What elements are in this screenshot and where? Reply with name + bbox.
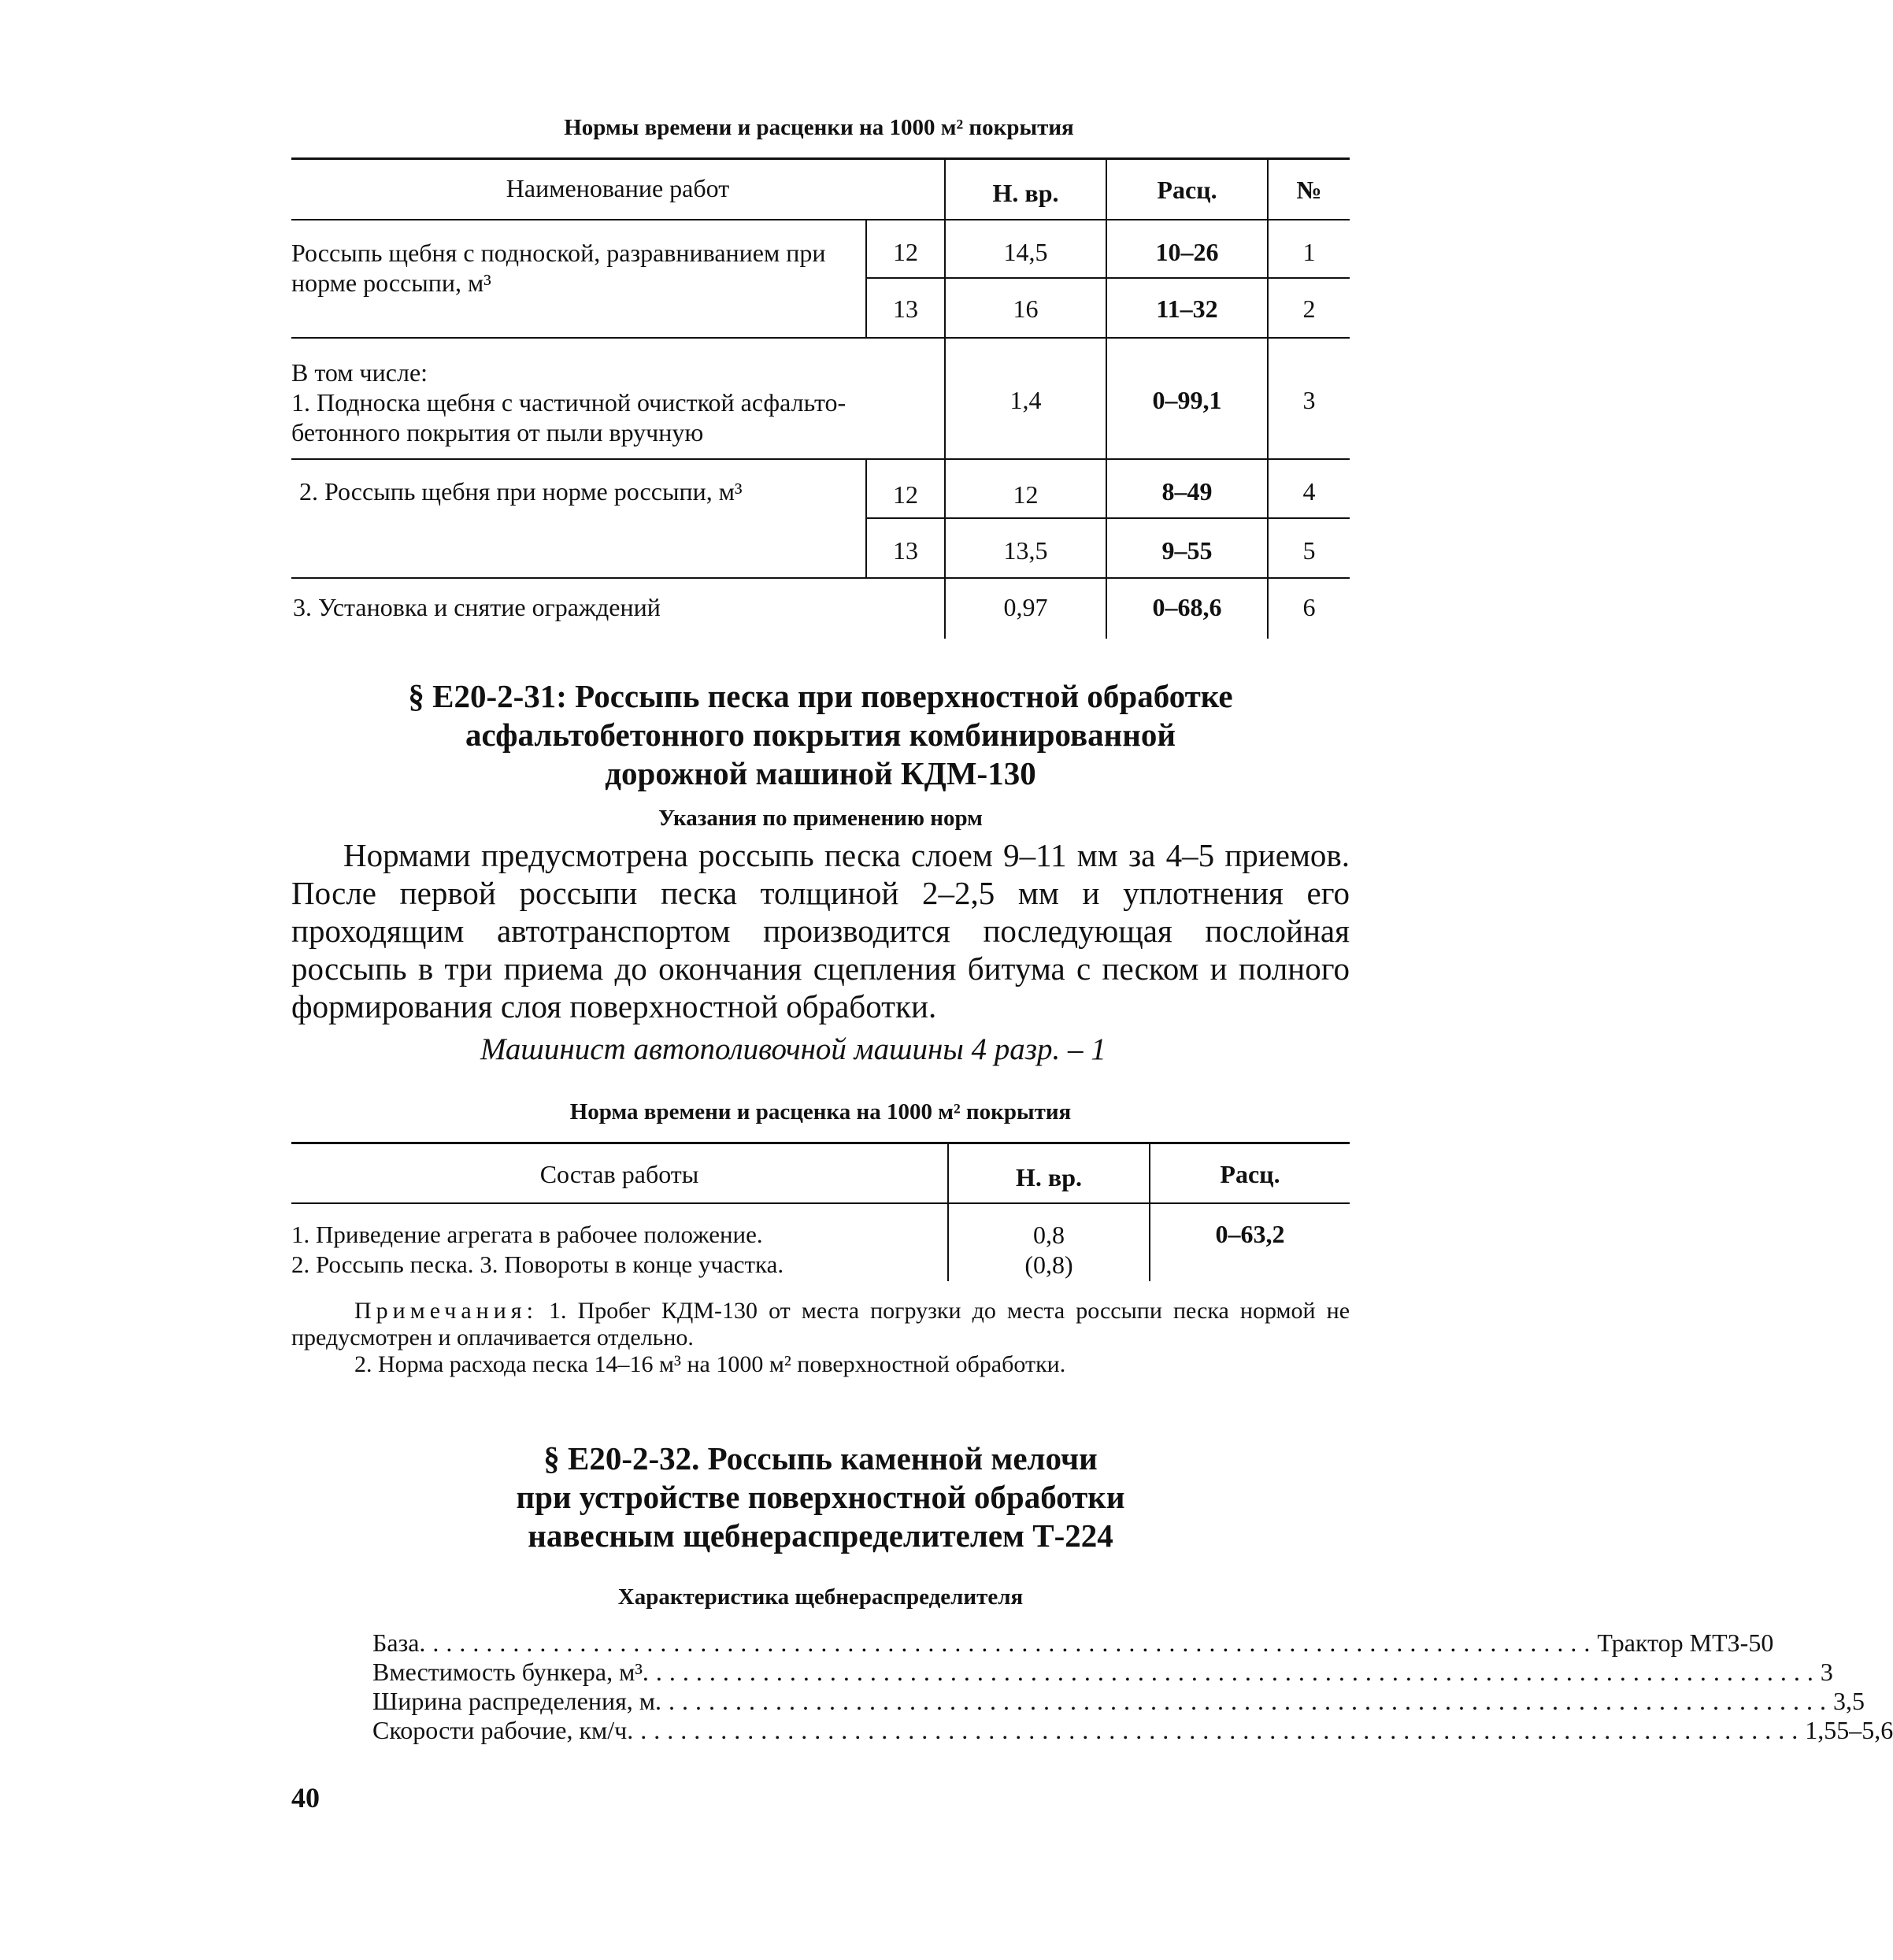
table1-r1-norm: 12 <box>866 219 945 278</box>
table1-row-incl-label-b: 1. Подноска щебня с частичной очисткой асфальто-бетонного покрытия от пыли вручную <box>291 388 846 446</box>
table1-r4-num: 4 <box>1268 459 1350 518</box>
section32-title-line3: навесным щебнераспределителем Т-224 <box>528 1517 1113 1554</box>
table1-row3-label: 3. Установка и снятие ограждений <box>293 593 661 621</box>
table1-r3-rasc: 0–99,1 <box>1106 338 1268 459</box>
notes-1-text: 1. Пробег КДМ-130 от места погрузки до места россыпи песка нормой не предусмотрен и оплачивается отдельно. <box>291 1298 1350 1351</box>
table2-caption: Норма времени и расценка на 1000 м² покрытия <box>569 1099 1072 1124</box>
table1-header-name: Наименование работ <box>506 174 730 202</box>
spec-value: 3 <box>1820 1658 1833 1686</box>
table1-r3-num: 3 <box>1268 338 1350 459</box>
table1-r6-nvr: 0,97 <box>945 578 1106 639</box>
spec-label: База <box>372 1628 420 1657</box>
page-number: 40 <box>291 1782 320 1814</box>
table2 <box>291 1144 1350 1281</box>
section32-title <box>291 1439 1350 1555</box>
table2-comp-line2: 2. Россыпь песка. 3. Повороты в конце участка. <box>291 1250 784 1278</box>
table1-header-rasc: Расц. <box>1106 160 1268 219</box>
section32-title-line2: при устройстве поверхностной обработки <box>516 1479 1125 1515</box>
section31-subhead: Указания по применению норм <box>658 806 983 831</box>
table1-r2-norm: 13 <box>866 278 945 338</box>
table1-r5-nvr: 13,5 <box>945 518 1106 578</box>
table2-nvr: 0,8 <box>1033 1221 1065 1249</box>
table2-header-rasc: Расц. <box>1150 1144 1350 1202</box>
table2-comp-line1: 1. Приведение агрегата в рабочее положение. <box>291 1221 763 1248</box>
section31-title-line1: § Е20-2-31: Россыпь песка при поверхностной обработке <box>408 678 1233 714</box>
table2-header-comp: Состав работы <box>539 1160 699 1188</box>
table1 <box>291 160 1350 639</box>
table1-r5-norm: 13 <box>866 518 945 578</box>
spec-value: Трактор МТЗ-50 <box>1597 1628 1774 1657</box>
table2-rasc: 0–63,2 <box>1150 1202 1350 1281</box>
section31-title-line2: асфальтобетонного покрытия комбинированной <box>465 717 1176 753</box>
notes-1 <box>291 1298 1350 1351</box>
table1-r5-rasc: 9–55 <box>1106 518 1268 578</box>
table1-r1-num: 1 <box>1268 219 1350 278</box>
spec-label: Вместимость бункера, м³ <box>372 1658 643 1686</box>
table1-r6-num: 6 <box>1268 578 1350 639</box>
section31-paragraph: Нормами предусмотрена россыпь песка слоем 9–11 мм за 4–5 приемов. После первой россыпи песка толщиной 2–2,5 мм и уплотнения его проходящим автотранспортом производится последующая послойная россыпь в три приема до окончания сцепления битума с песком и полного формирования слоя поверхностной обработки. <box>291 837 1350 1024</box>
table1-r4-nvr: 12 <box>945 459 1106 518</box>
table2-header-nvr: Н. вр. <box>948 1144 1150 1202</box>
section32-title-line1: § Е20-2-32. Россыпь каменной мелочи <box>543 1440 1098 1476</box>
table2-nvr-cell <box>948 1202 1150 1281</box>
spec-row: Ширина распределения, м ........................................................................................ 3,5 <box>372 1687 1865 1715</box>
table2-composition <box>291 1202 948 1281</box>
table1-row-incl-label-a: В том числе: <box>291 358 428 387</box>
spec-list <box>372 1628 1893 1745</box>
table1-r1-rasc: 10–26 <box>1106 219 1268 278</box>
table1-r2-nvr: 16 <box>945 278 1106 338</box>
table1-r4-rasc: 8–49 <box>1106 459 1268 518</box>
table1-row2-label: 2. Россыпь щебня при норме россыпи, м³ <box>299 477 743 506</box>
section31-title-line3: дорожной машиной КДМ-130 <box>605 755 1036 791</box>
section31-title <box>291 677 1350 793</box>
table1-row-incl-label <box>291 338 945 459</box>
section31-crew: Машинист автополивочной машины 4 разр. – 1 <box>480 1032 1106 1066</box>
spec-row: Вместимость бункера, м³ ........................................................................................ 3 <box>372 1658 1833 1686</box>
spec-row: База ........................................................................................ Трактор МТЗ-50 <box>372 1628 1774 1657</box>
spec-row: Скорости рабочие, км/ч ........................................................................................ 1,55–5,6 <box>372 1716 1893 1744</box>
spec-label: Скорости рабочие, км/ч <box>372 1716 628 1744</box>
spec-value: 3,5 <box>1833 1687 1865 1715</box>
table1-r5-num: 5 <box>1268 518 1350 578</box>
table1-r3-nvr: 1,4 <box>945 338 1106 459</box>
table1-r2-num: 2 <box>1268 278 1350 338</box>
notes-label: Примечания: <box>354 1298 538 1324</box>
table1-header-num: № <box>1268 160 1350 219</box>
table1-row-main-label: Россыпь щебня с подноской, разравниванием при норме россыпи, м³ <box>291 239 826 297</box>
table1-header-nvr: Н. вр. <box>945 160 1106 219</box>
spec-label: Ширина распределения, м <box>372 1687 656 1715</box>
spec-value: 1,55–5,6 <box>1805 1716 1893 1744</box>
table2-nvr-paren: (0,8) <box>1024 1250 1073 1279</box>
table1-r6-rasc: 0–68,6 <box>1106 578 1268 639</box>
notes-2: 2. Норма расхода песка 14–16 м³ на 1000 м² поверхностной обработки. <box>354 1351 1066 1377</box>
spec-caption: Характеристика щебнераспределителя <box>617 1584 1024 1610</box>
table1-r1-nvr: 14,5 <box>945 219 1106 278</box>
table1-r2-rasc: 11–32 <box>1106 278 1268 338</box>
table1-r4-norm: 12 <box>866 459 945 518</box>
table1-caption: Нормы времени и расценки на 1000 м² покрытия <box>564 115 1074 140</box>
